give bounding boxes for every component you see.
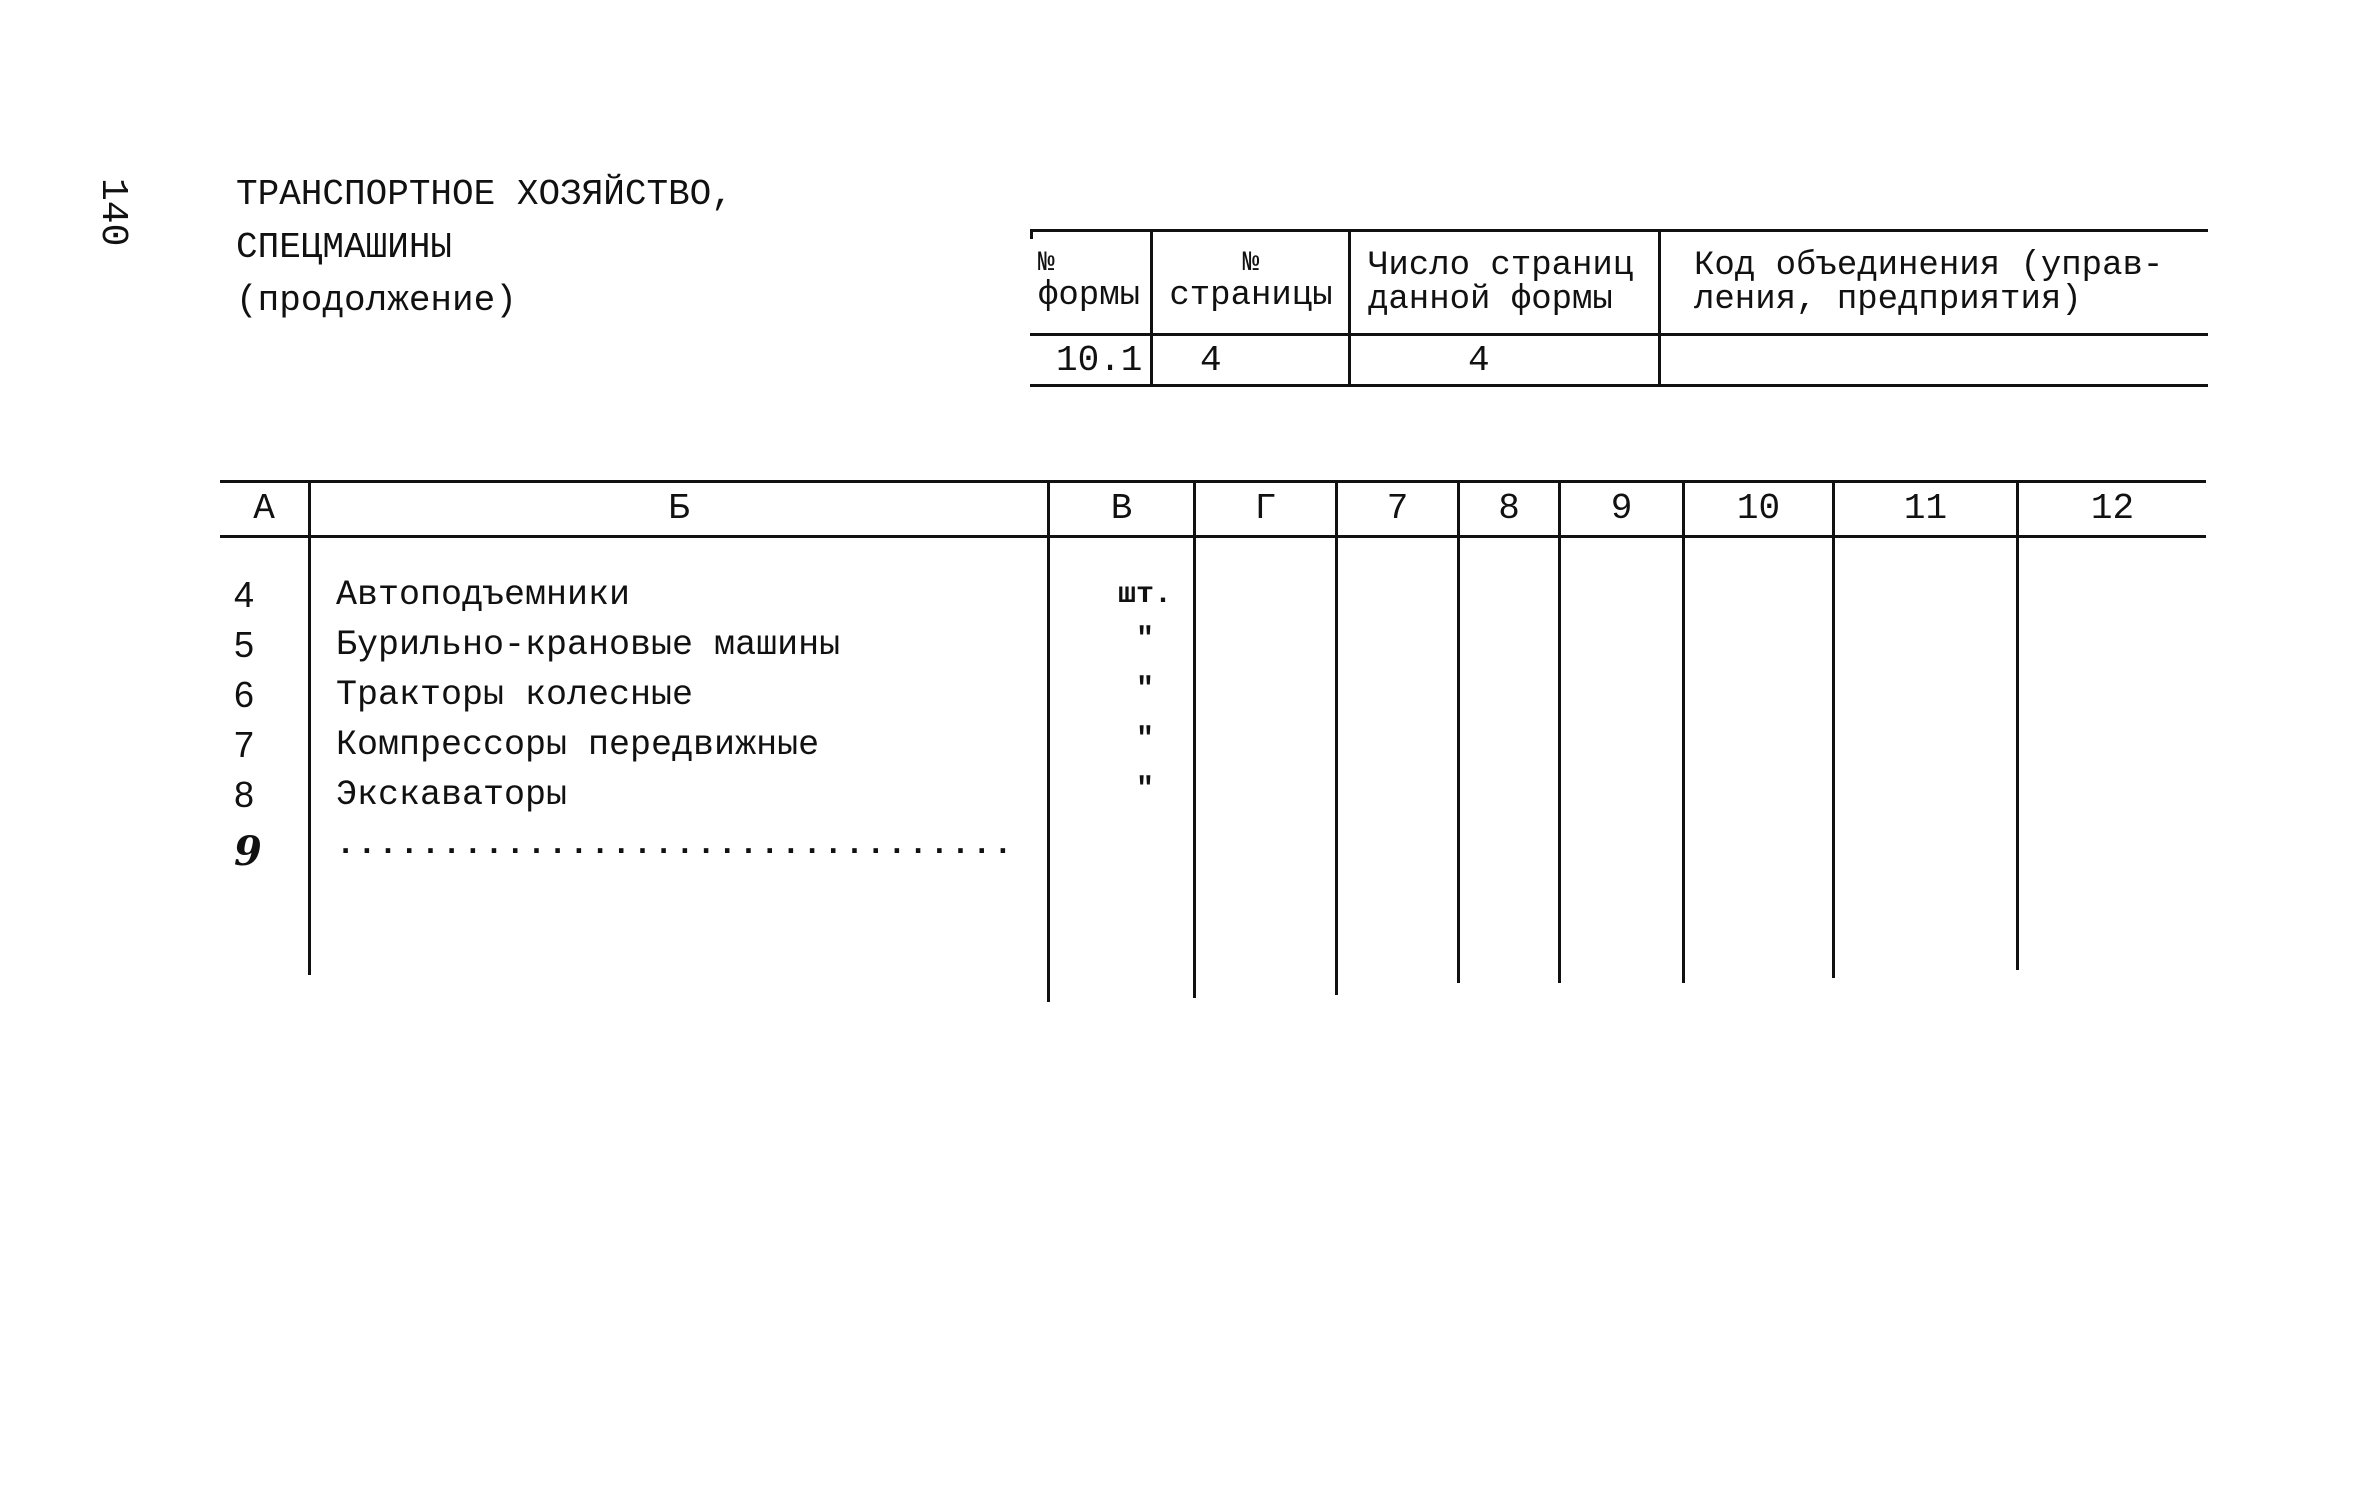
row-number-handwritten: 9 [234, 828, 262, 875]
info-divider-1 [1030, 229, 1033, 239]
row-label: Бурильно-крановые машины [336, 625, 841, 665]
page-no-header-word: страницы [1169, 277, 1333, 315]
title-line-2: СПЕЦМАШИНЫ [236, 227, 453, 268]
title-line-3: (продолжение) [236, 280, 517, 321]
page-number: 140 [91, 178, 134, 247]
col-divider-7-8 [1457, 480, 1460, 983]
row-unit: " [1135, 773, 1154, 807]
form-no-header-word: формы [1038, 277, 1141, 315]
row-unit: " [1135, 623, 1154, 657]
org-code-header-line1: Код объединения (управ- [1694, 247, 2164, 285]
page-no-header-sign: № [1242, 248, 1260, 279]
row-unit: " [1135, 723, 1154, 757]
page-no-header [1158, 249, 1344, 313]
info-bottom-rule [1030, 384, 2208, 387]
col-header-10: 10 [1736, 488, 1781, 529]
pages-count-header-line1: Число страниц [1368, 247, 1634, 285]
col-divider-9-10 [1682, 480, 1685, 983]
table-top-rule [220, 480, 2206, 483]
info-divider-3 [1348, 229, 1351, 384]
row-label: Автоподъемники [336, 575, 631, 615]
row-label: Тракторы колесные [336, 675, 694, 715]
info-divider-4 [1658, 229, 1661, 384]
row-unit: шт. [1117, 578, 1172, 612]
pages-count-header [1368, 249, 1633, 317]
info-divider-2 [1150, 229, 1153, 387]
form-no-header [1038, 249, 1140, 313]
row-number: 6 [234, 674, 255, 715]
col-divider-a-b [308, 480, 311, 975]
row-number: 4 [234, 574, 255, 615]
col-header-9: 9 [1610, 488, 1633, 529]
col-header-b: Б [668, 488, 690, 529]
info-top-rule [1030, 229, 2208, 232]
org-code-header-line2: ления, предприятия) [1694, 281, 2082, 319]
section-title [236, 168, 733, 327]
col-header-a: А [253, 488, 275, 529]
col-header-v: В [1110, 488, 1133, 529]
form-no-header-sign: № [1038, 248, 1055, 279]
col-header-11: 11 [1903, 488, 1948, 529]
pages-count-value: 4 [1468, 340, 1490, 381]
col-header-7: 7 [1386, 488, 1409, 529]
row-number: 5 [234, 624, 255, 665]
equipment-table [220, 480, 2206, 1010]
info-mid-rule [1030, 333, 2208, 336]
pages-count-header-line2: данной формы [1368, 281, 1613, 319]
page-no-value: 4 [1200, 340, 1222, 381]
row-label: Экскаваторы [336, 775, 568, 815]
form-no-value: 10.1 [1056, 340, 1143, 381]
table-header-rule [220, 535, 2206, 538]
row-number: 8 [234, 774, 255, 815]
col-divider-b-v [1047, 480, 1050, 1002]
col-header-g: Г [1254, 488, 1277, 529]
row-number: 7 [234, 724, 255, 765]
col-header-8: 8 [1498, 488, 1520, 529]
col-divider-10-11 [1832, 480, 1835, 978]
row-label: Компрессоры передвижные [336, 725, 820, 765]
form-info-table [1030, 229, 2208, 387]
row-unit: " [1135, 673, 1154, 707]
col-divider-11-12 [2016, 480, 2019, 970]
org-code-header [1694, 249, 2163, 317]
col-divider-8-9 [1558, 480, 1561, 983]
title-line-1: ТРАНСПОРТНОЕ ХОЗЯЙСТВО, [236, 174, 733, 215]
col-divider-g-7 [1335, 480, 1338, 995]
col-header-12: 12 [2090, 488, 2135, 529]
row-dotted-leader: ................................ [336, 826, 1015, 863]
